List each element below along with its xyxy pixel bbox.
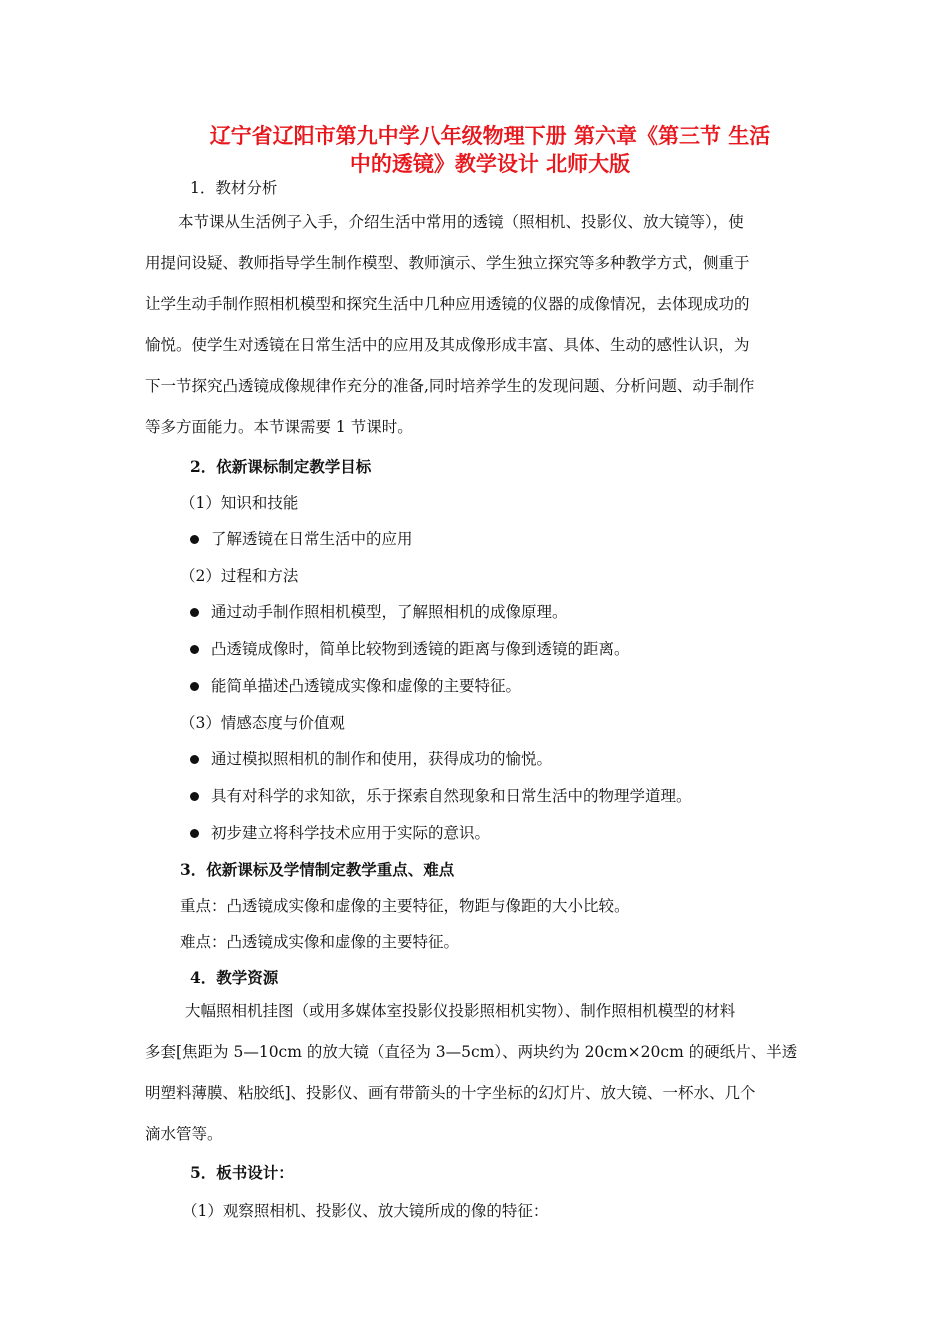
board-design-item: （1）观察照相机、投影仪、放大镜所成的像的特征： (182, 1202, 549, 1220)
paragraph-line: 愉悦。使学生对透镜在日常生活中的应用及其成像形成丰富、具体、生动的感性认识，为 (145, 336, 750, 354)
list-item: 了解透镜在日常生活中的应用 (190, 527, 413, 549)
bullet-icon (190, 535, 199, 544)
objective-knowledge-heading: （1）知识和技能 (180, 494, 299, 512)
bullet-icon (190, 682, 199, 691)
bullet-icon (190, 755, 199, 764)
list-item: 具有对科学的求知欲，乐于探索自然现象和日常生活中的物理学道理。 (190, 784, 692, 806)
section-4-paragraph (145, 991, 810, 1155)
bullet-icon (190, 645, 199, 654)
list-item: 凸透镜成像时，简单比较物到透镜的距离与像到透镜的距离。 (190, 637, 630, 659)
paragraph-line: 让学生动手制作照相机模型和探究生活中几种应用透镜的仪器的成像情况，去体现成功的 (145, 295, 750, 313)
paragraph-line: 等多方面能力。本节课需要 1 节课时。 (145, 418, 413, 436)
document-title (180, 122, 800, 178)
paragraph-line: 滴水管等。 (145, 1125, 223, 1143)
list-item: 通过模拟照相机的制作和使用，获得成功的愉悦。 (190, 747, 552, 769)
objective-attitude-heading: （3）情感态度与价值观 (180, 714, 345, 732)
list-item: 初步建立将科学技术应用于实际的意识。 (190, 821, 490, 843)
section-1-heading: 1．教材分析 (190, 179, 278, 197)
section-2-heading: 2．依新课标制定教学目标 (190, 457, 372, 476)
bullet-icon (190, 608, 199, 617)
list-item: 能简单描述凸透镜成实像和虚像的主要特征。 (190, 674, 521, 696)
title-line-2: 中的透镜》教学设计 北师大版 (349, 152, 631, 176)
bullet-icon (190, 792, 199, 801)
title-line-1: 辽宁省辽阳市第九中学八年级物理下册 第六章《第三节 生活 (209, 124, 771, 148)
bullet-icon (190, 829, 199, 838)
difficulty-text: 难点：凸透镜成实像和虚像的主要特征。 (180, 933, 460, 951)
paragraph-line: 明塑料薄膜、粘胶纸]、投影仪、画有带箭头的十字坐标的幻灯片、放大镜、一杯水、几个 (145, 1084, 756, 1102)
paragraph-line: 用提问设疑、教师指导学生制作模型、教师演示、学生独立探究等多种教学方式，侧重于 (145, 254, 750, 272)
paragraph-line: 多套[焦距为 5—10cm 的放大镜（直径为 3—5cm）、两块约为 20cm×20cm 的硬纸片、半透 (145, 1043, 798, 1061)
section-1-paragraph (145, 202, 810, 448)
section-4-heading: 4．教学资源 (190, 968, 279, 987)
paragraph-line: 本节课从生活例子入手，介绍生活中常用的透镜（照相机、投影仪、放大镜等），使 (178, 213, 744, 231)
paragraph-line: 大幅照相机挂图（或用多媒体室投影仪投影照相机实物）、制作照相机模型的材料 (185, 1002, 736, 1020)
list-item: 通过动手制作照相机模型，了解照相机的成像原理。 (190, 600, 568, 622)
section-5-heading: 5．板书设计： (190, 1163, 294, 1182)
paragraph-line: 下一节探究凸透镜成像规律作充分的准备,同时培养学生的发现问题、分析问题、动手制作 (145, 377, 755, 395)
objective-process-heading: （2）过程和方法 (180, 567, 299, 585)
key-point-text: 重点：凸透镜成实像和虚像的主要特征，物距与像距的大小比较。 (180, 897, 630, 915)
section-3-heading: 3．依新课标及学情制定教学重点、难点 (180, 860, 455, 879)
